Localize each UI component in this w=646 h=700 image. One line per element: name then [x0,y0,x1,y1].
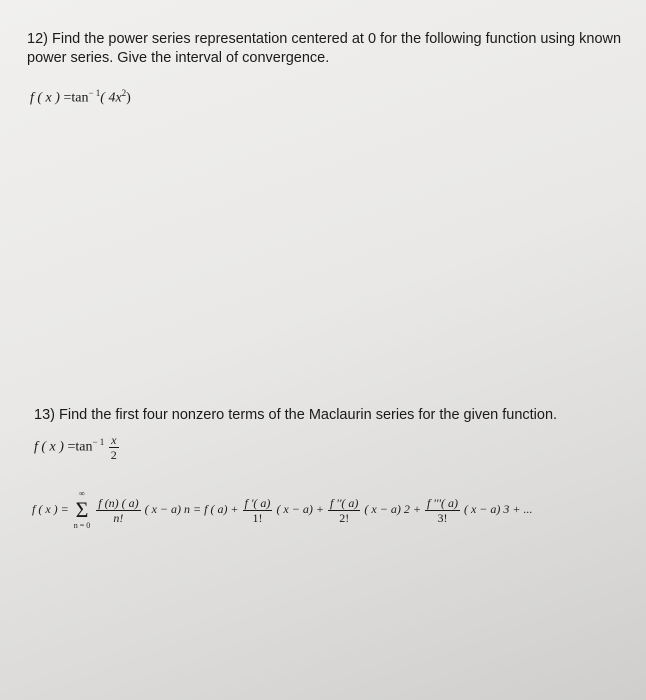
q12-equals: = [63,90,72,106]
term-3-num: f '''( a) [426,495,458,510]
q13-fraction [109,433,119,462]
term-3-den: 3! [437,510,448,525]
q12-arg: ( 4x [100,90,122,106]
term-2-tail: ( x − a) 2 + [364,501,421,516]
taylor-series-formula [32,488,637,532]
term-1-den: 1! [252,510,263,525]
term-3-tail: ( x − a) 3 + ... [463,501,533,516]
q12-func: tan [71,90,89,106]
term-1-num: f '( a) [244,495,271,510]
q13-exponent: − 1 [92,437,105,448]
term-0-tail: ( x − a) n = f ( a) + [144,501,239,516]
term-0-fraction [96,496,140,525]
term-1-fraction [243,496,273,525]
term-1-tail: ( x − a) + [276,501,324,516]
q13-func: tan [75,439,93,455]
question-13-function [34,433,120,462]
q13-lhs: f ( x ) [34,439,64,455]
term-2-num: f ''( a) [329,495,359,510]
q12-arg-exponent: 2 [121,88,127,98]
sum-sigma: Σ [75,497,89,522]
question-13-text: 13) Find the first four nonzero terms of the Maclaurin series for the given function. [34,407,558,423]
q13-frac-den: 2 [110,448,117,462]
q13-frac-num: x [109,433,119,448]
term-2-fraction [328,496,360,525]
sum-top: ∞ [79,489,85,498]
q12-close: ) [126,90,131,106]
q12-exponent: − 1 [88,88,101,98]
term-3-fraction [425,496,460,525]
sum-bottom: n = 0 [73,521,91,530]
term-0-num: f (n) ( a) [98,495,139,510]
summation [74,488,91,532]
series-lhs: f ( x ) = [32,501,69,516]
question-12-text: 12) Find the power series representation centered at 0 for the following function using known power series. Give the interval of convergence. [27,31,622,66]
term-2-den: 2! [339,510,350,525]
q13-equals: = [67,439,76,455]
question-12-function [30,88,131,107]
q12-lhs: f ( x ) [30,90,60,106]
term-0-den: n! [113,510,124,525]
